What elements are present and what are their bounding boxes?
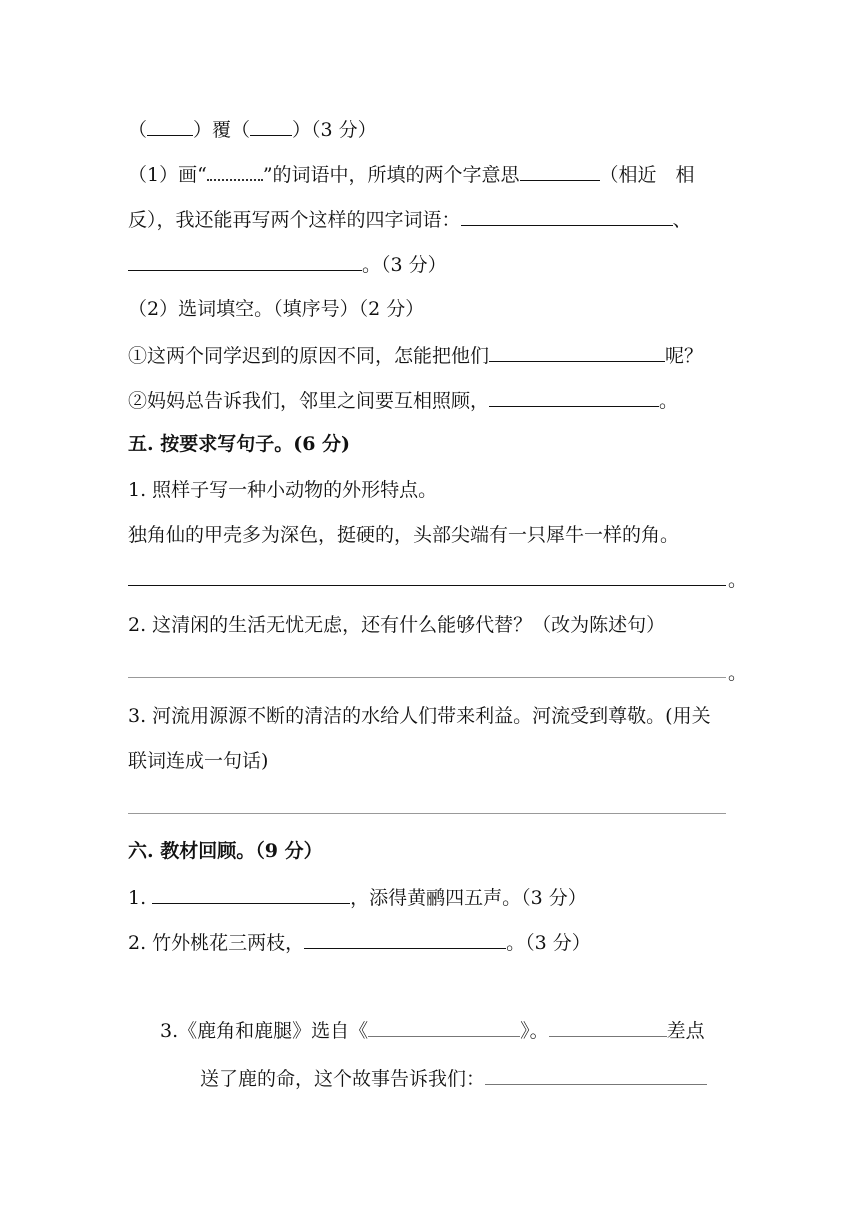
- blank-what-nearly[interactable]: [549, 1016, 667, 1037]
- q6-item3-line1: 3.《鹿角和鹿腿》选自《 》。 差点: [160, 1016, 705, 1044]
- blank-poem-1[interactable]: [152, 883, 350, 904]
- section-5-heading: 五. 按要求写句子。(6 分): [128, 433, 351, 455]
- blank-choice-1[interactable]: [489, 341, 665, 362]
- q4-line-fu: （ ）覆（ ）（3 分）: [128, 115, 377, 143]
- q6-item3-line2: 送了鹿的命，这个故事告诉我们：: [200, 1064, 707, 1092]
- q6-item2: 2. 竹外桃花三两枝， 。（3 分）: [128, 928, 591, 956]
- q5-item1-title: 1. 照样子写一种小动物的外形特点。: [128, 479, 438, 501]
- q4-sub2-sentence-2: ②妈妈总告诉我们，邻里之间要互相照顾， 。: [128, 386, 678, 414]
- q5-item1-period: 。: [728, 569, 748, 591]
- answer-line-q5-1[interactable]: [128, 585, 726, 586]
- blank-meaning[interactable]: [520, 160, 600, 181]
- q6-item1: 1. ，添得黄鹂四五声。（3 分）: [128, 883, 587, 911]
- answer-line-q5-3[interactable]: [128, 813, 726, 814]
- q5-item1-example: 独角仙的甲壳多为深色，挺硬的，头部尖端有一只犀牛一样的角。: [128, 524, 680, 546]
- q5-item2-period: 。: [728, 662, 748, 684]
- q4-sub2-title: （2）选词填空。（填序号）（2 分）: [128, 298, 425, 320]
- answer-line-q5-2[interactable]: [128, 677, 726, 678]
- blank-fu-2[interactable]: [250, 115, 292, 136]
- q5-item3-line1: 3. 河流用源源不断的清洁的水给人们带来利益。河流受到尊敬。(用关: [128, 705, 711, 727]
- q5-item2-title: 2. 这清闲的生活无忧无虑，还有什么能够代替？（改为陈述句）: [128, 614, 666, 636]
- section-6-heading: 六. 教材回顾。（9 分）: [128, 840, 323, 862]
- blank-poem-2[interactable]: [304, 928, 506, 949]
- blank-fu-1[interactable]: [147, 115, 193, 136]
- q4-sub1-line2: 反），我还能再写两个这样的四字词语： 、: [128, 205, 692, 233]
- blank-book-title[interactable]: [368, 1016, 520, 1037]
- wavy-underline-mark: [207, 161, 263, 181]
- q4-sub1-line1: （1）画“ ”的词语中，所填的两个字意思 （相近 相: [128, 160, 695, 188]
- q4-sub2-sentence-1: ①这两个同学迟到的原因不同，怎能把他们 呢？: [128, 341, 703, 369]
- blank-idiom-1[interactable]: [461, 205, 673, 226]
- blank-moral[interactable]: [485, 1064, 707, 1085]
- blank-choice-2[interactable]: [489, 386, 659, 407]
- q5-item3-line2: 联词连成一句话): [128, 750, 269, 772]
- q4-sub1-line3: 。（3 分）: [128, 250, 447, 278]
- blank-idiom-2[interactable]: [128, 250, 362, 271]
